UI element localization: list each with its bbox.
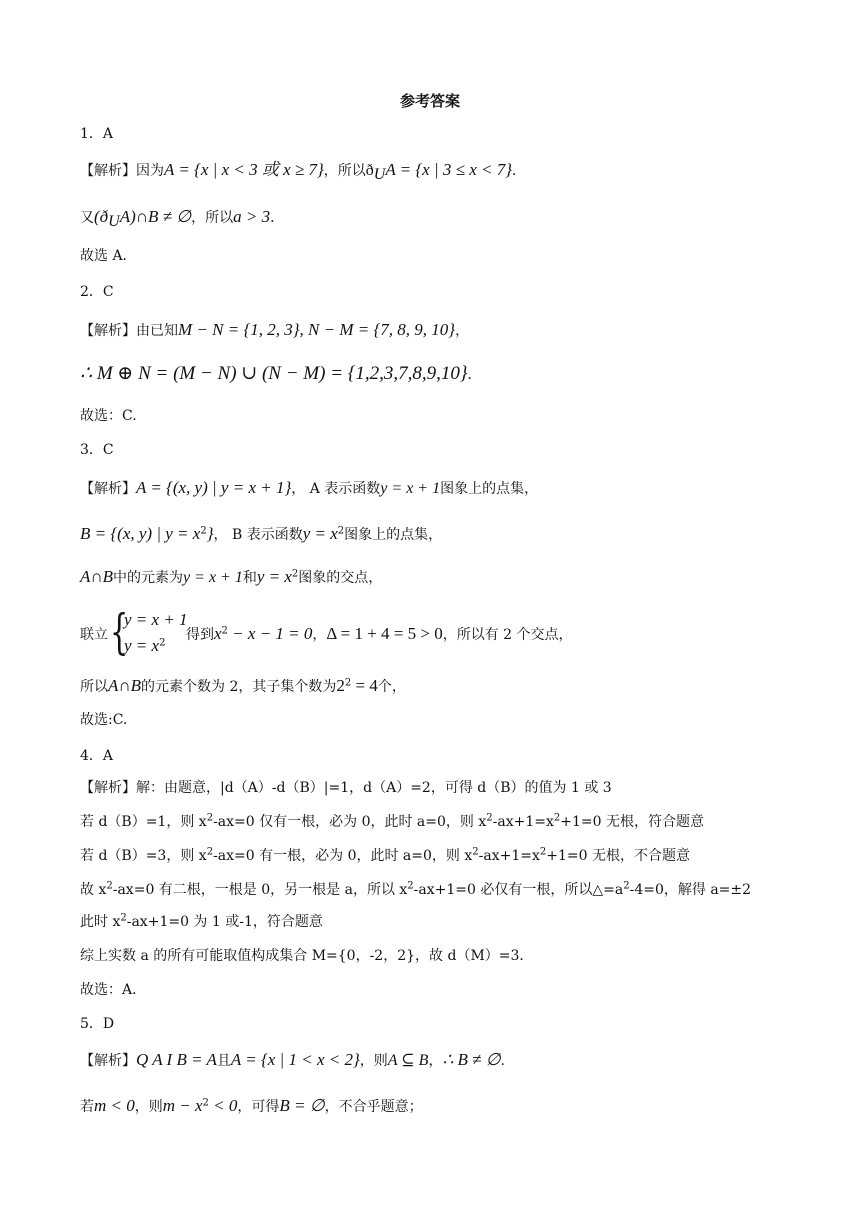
analysis-label: 【解析】 (80, 481, 136, 497)
q5-line-2: 若m < 0，则$m - x^2 < 0$，可得B = ∅，不合乎题意； (80, 1096, 423, 1115)
q4-line-4: 故 $x^2-ax=0$ 有二根，一根是 0，另一根是 a，所以 $x^2-ax+1=0$ 必仅有一根，所以$\triangle=a^2-4=0$，解得 a=±2 (80, 880, 752, 898)
left-brace: { (110, 604, 129, 660)
q4-line-5: 此时 $x^2-ax+1=0$ 为 1 或-1，符合题意 (80, 912, 323, 930)
q3-line-5: 所以A∩B的元素个数为 2，其子集个数为$2^2 = 4$个， (80, 676, 406, 695)
q4-line-2: 若 d（B）=1，则 $x^2-ax=0$ 仅有一根，必为 0，此时 a=0，则 $x^2-ax+1=x^2+1=0$ 无根，符合题意 (80, 812, 704, 830)
answer-page: 参考答案 1．A 【解析】因为A = {x | x < 3 或 x ≥ 7}，所以$ð_UA = \{x$ | 3 ≤ x < 7}． 又$(ð_UA)\cap B$ ≠ ∅，所以a > 3． 故选 A． 2．C 【解析】由已知M − N = {1, 2, 3}, N − M = {7, 8, 9, 10}， ∴ M ⊕ N = (M − N) ∪ (N − M) = {1,2,3,7,8,9,10}． 故选：C. 3．C 【解析】A = {(x, y) | y = x + 1}， A 表示函数y = x + 1图象上的点集， B = {(x, y) | $y = x^2$}， B 表示函数$y = x^2$图象上的点集， A∩B中的元素为y = x + 1和$y = x^2$图象的交点， 联立 { y = x + 1 $y = x^2$ 得到$x^2 - x - 1 = 0$，Δ = 1 + 4 = 5 > 0，所以有 2 个交点， 所以A∩B的元素个数为 2，其子集个数为$2^2 = 4$个， 故选:C. 4．A 【解析】解：由题意，|d（A）-d（B）|=1，d（A）=2，可得 d（B）的值为 1 或 3 若 d（B）=1，则 $x^2-ax=0$ 仅有一根，必为 0，此时 a=0，则 $x^2-ax+1=x^2+1=0$ 无根，符合题意 若 d（B）=3，则 $x^2-ax=0$ 有一根，必为 0，此时 a=0，则 $x^2-ax+1=x^2+1=0$ 无根，不合题意 故 $x^2-ax=0$ 有二根，一根是 0，另一根是 a，所以 $x^2-ax+1=0$ 必仅有一根，所以$\triangle=a^2-4=0$，解得 a=±2 此时 $x^2-ax+1=0$ 为 1 或-1，符合题意 综上实数 a 的所有可能取值构成集合 M={0，-2，2}，故 d（M）=3． 故选：A． 5．D 【解析】Q A I B = A且A = {x | 1 < x < 2}，则A ⊆ B，∴ B ≠ ∅. 若m < 0，则$m - x^2 < 0$，可得B = ∅，不合乎题意； (0, 0, 860, 1216)
q3-line-3: A∩B中的元素为y = x + 1和$y = x^2$图象的交点， (80, 567, 383, 586)
q3-line-2: B = {(x, y) | $y = x^2$}， B 表示函数$y = x^2$图象上的点集， (80, 524, 443, 543)
q1-line-1: 【解析】因为A = {x | x < 3 或 x ≥ 7}，所以$ð_UA = \{x$ | 3 ≤ x < 7}． (80, 160, 527, 183)
q4-line-1: 【解析】解：由题意，|d（A）-d（B）|=1，d（A）=2，可得 d（B）的值为 1 或 3 (80, 780, 612, 796)
q1-number: 1．A (80, 126, 114, 142)
q3-line-1: 【解析】A = {(x, y) | y = x + 1}， A 表示函数y = x + 1图象上的点集， (80, 478, 539, 497)
q5-number: 5．D (80, 1016, 115, 1032)
q2-conclusion: 故选：C. (80, 408, 137, 424)
analysis-label: 【解析】 (80, 1053, 136, 1069)
q2-line-1: 【解析】由已知M − N = {1, 2, 3}, N − M = {7, 8, 9, 10}， (80, 320, 470, 339)
q3-conclusion: 故选:C. (80, 712, 128, 728)
q2-line-2: ∴ M ⊕ N = (M − N) ∪ (N − M) = {1,2,3,7,8,9,10}． (80, 363, 482, 384)
analysis-label: 【解析】 (80, 323, 136, 339)
q4-number: 4．A (80, 748, 114, 764)
q5-line-1: 【解析】Q A I B = A且A = {x | 1 < x < 2}，则A ⊆ B，∴ B ≠ ∅. (80, 1050, 505, 1069)
q4-conclusion: 故选：A． (80, 982, 147, 998)
q1-conclusion: 故选 A． (80, 248, 137, 264)
q2-number: 2．C (80, 284, 114, 300)
analysis-label: 【解析】 (80, 163, 136, 179)
q4-line-3: 若 d（B）=3，则 $x^2-ax=0$ 有一根，必为 0，此时 a=0，则 $x^2-ax+1=x^2+1=0$ 无根，不合题意 (80, 846, 690, 864)
q4-line-6: 综上实数 a 的所有可能取值构成集合 M={0，-2，2}，故 d（M）=3． (80, 948, 534, 964)
q1-line-2: 又$(ð_UA)\cap B$ ≠ ∅，所以a > 3． (80, 207, 285, 230)
page-title: 参考答案 (399, 92, 460, 110)
q3-number: 3．C (80, 442, 114, 458)
